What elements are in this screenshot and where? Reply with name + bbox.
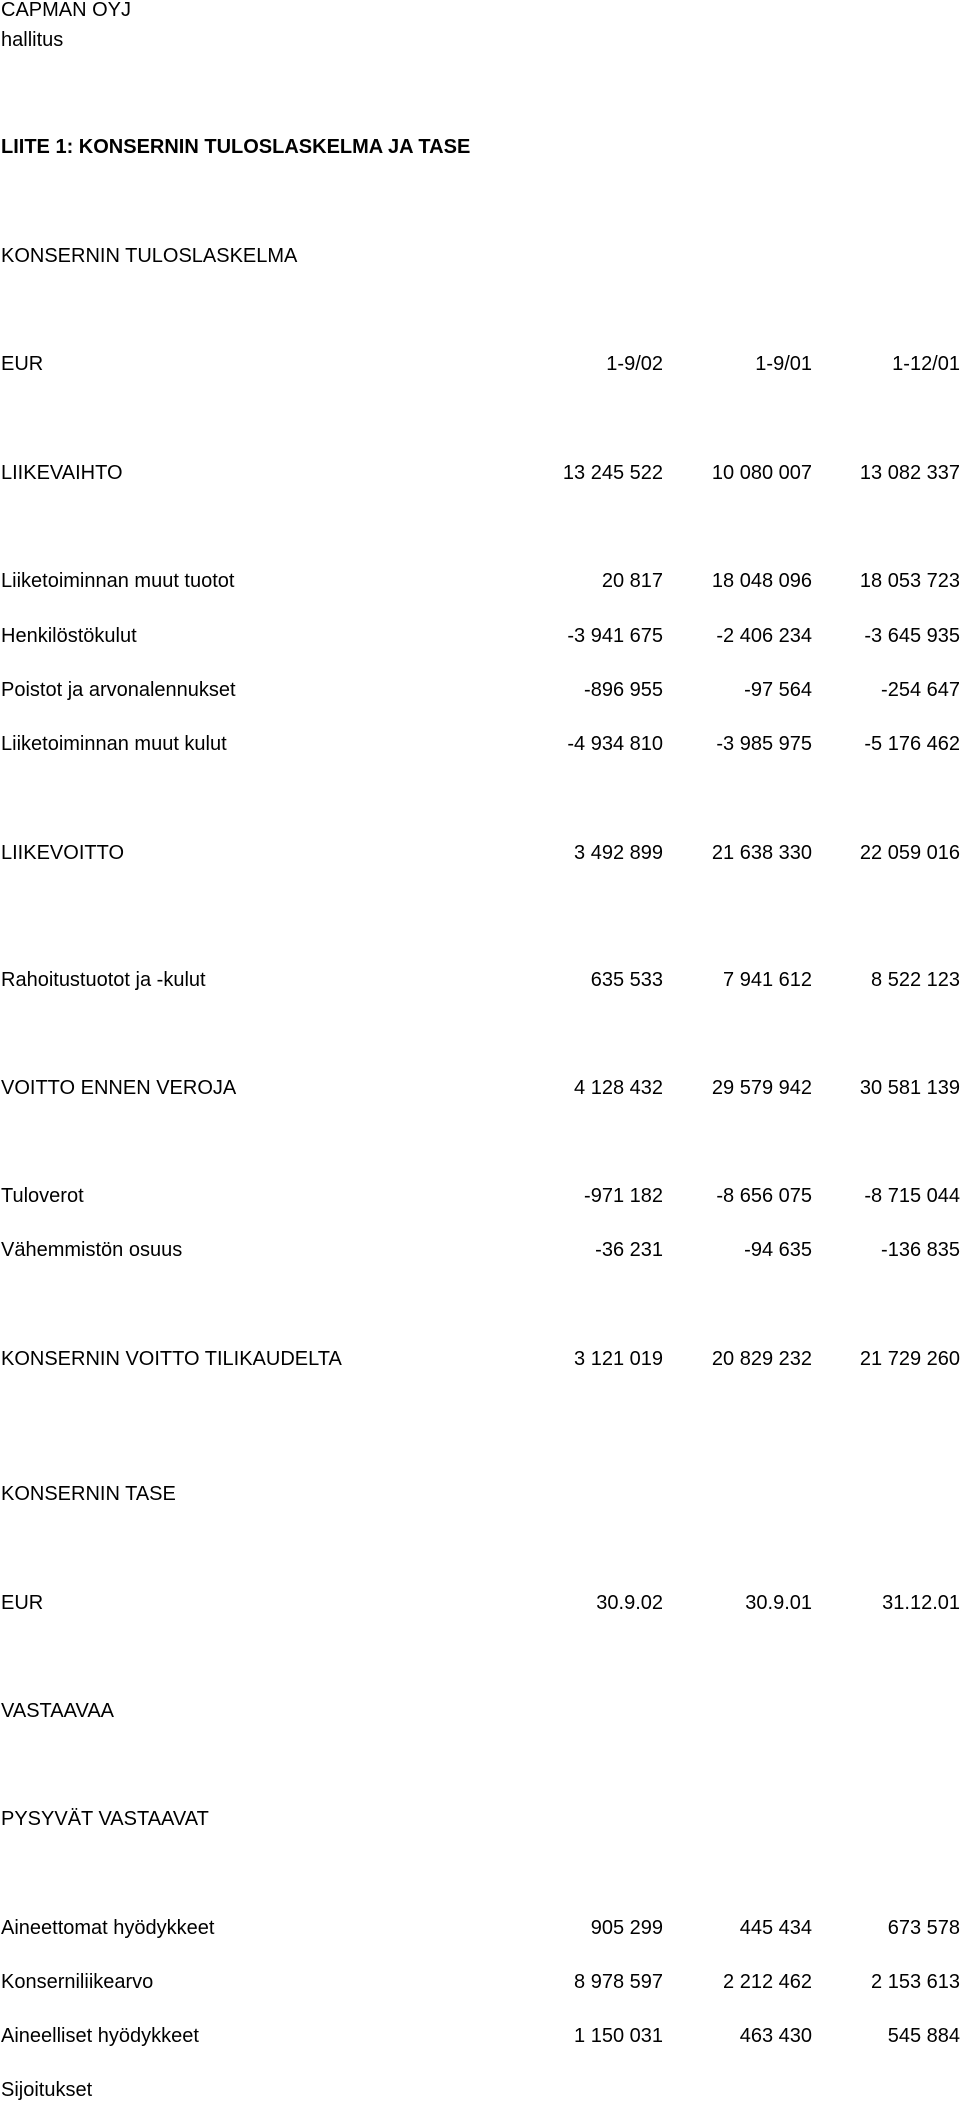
table-row: Poistot ja arvonalennukset -896 955 -97 564 -254 647 [1, 679, 960, 701]
table-row: Liiketoiminnan muut tuotot 20 817 18 048 096 18 053 723 [1, 570, 960, 592]
company-name: CAPMAN OYJ [1, 0, 132, 21]
table-row: Henkilöstökulut -3 941 675 -2 406 234 -3 645 935 [1, 625, 960, 647]
trailing-label: Sijoitukset [1, 2079, 93, 2101]
section-heading: VASTAAVAA [1, 1700, 114, 1722]
table-row: Tuloverot -971 182 -8 656 075 -8 715 044 [1, 1185, 960, 1207]
table-row: KONSERNIN VOITTO TILIKAUDELTA 3 121 019 20 829 232 21 729 260 [1, 1348, 960, 1370]
table-row: Liiketoiminnan muut kulut -4 934 810 -3 985 975 -5 176 462 [1, 733, 960, 755]
table-row: LIIKEVOITTO 3 492 899 21 638 330 22 059 016 [1, 842, 960, 864]
table-row: Aineettomat hyödykkeet 905 299 445 434 673 578 [1, 1917, 960, 1939]
table-row: LIIKEVAIHTO 13 245 522 10 080 007 13 082 337 [1, 462, 960, 484]
income-statement-title: KONSERNIN TULOSLASKELMA [1, 245, 298, 267]
board-label: hallitus [1, 29, 64, 51]
balance-sheet-title: KONSERNIN TASE [1, 1483, 176, 1505]
table-row: Vähemmistön osuus -36 231 -94 635 -136 835 [1, 1239, 960, 1261]
table-row: VOITTO ENNEN VEROJA 4 128 432 29 579 942 30 581 139 [1, 1077, 960, 1099]
appendix-title: LIITE 1: KONSERNIN TULOSLASKELMA JA TASE [1, 136, 471, 158]
income-column-header: EUR 1-9/02 1-9/01 1-12/01 [1, 353, 960, 375]
table-row: Konserniliikearvo 8 978 597 2 212 462 2 153 613 [1, 1971, 960, 1993]
table-row: Rahoitustuotot ja -kulut 635 533 7 941 612 8 522 123 [1, 969, 960, 991]
subsection-heading: PYSYVÄT VASTAAVAT [1, 1808, 209, 1830]
table-row: Aineelliset hyödykkeet 1 150 031 463 430 545 884 [1, 2025, 960, 2047]
balance-column-header: EUR 30.9.02 30.9.01 31.12.01 [1, 1592, 960, 1614]
